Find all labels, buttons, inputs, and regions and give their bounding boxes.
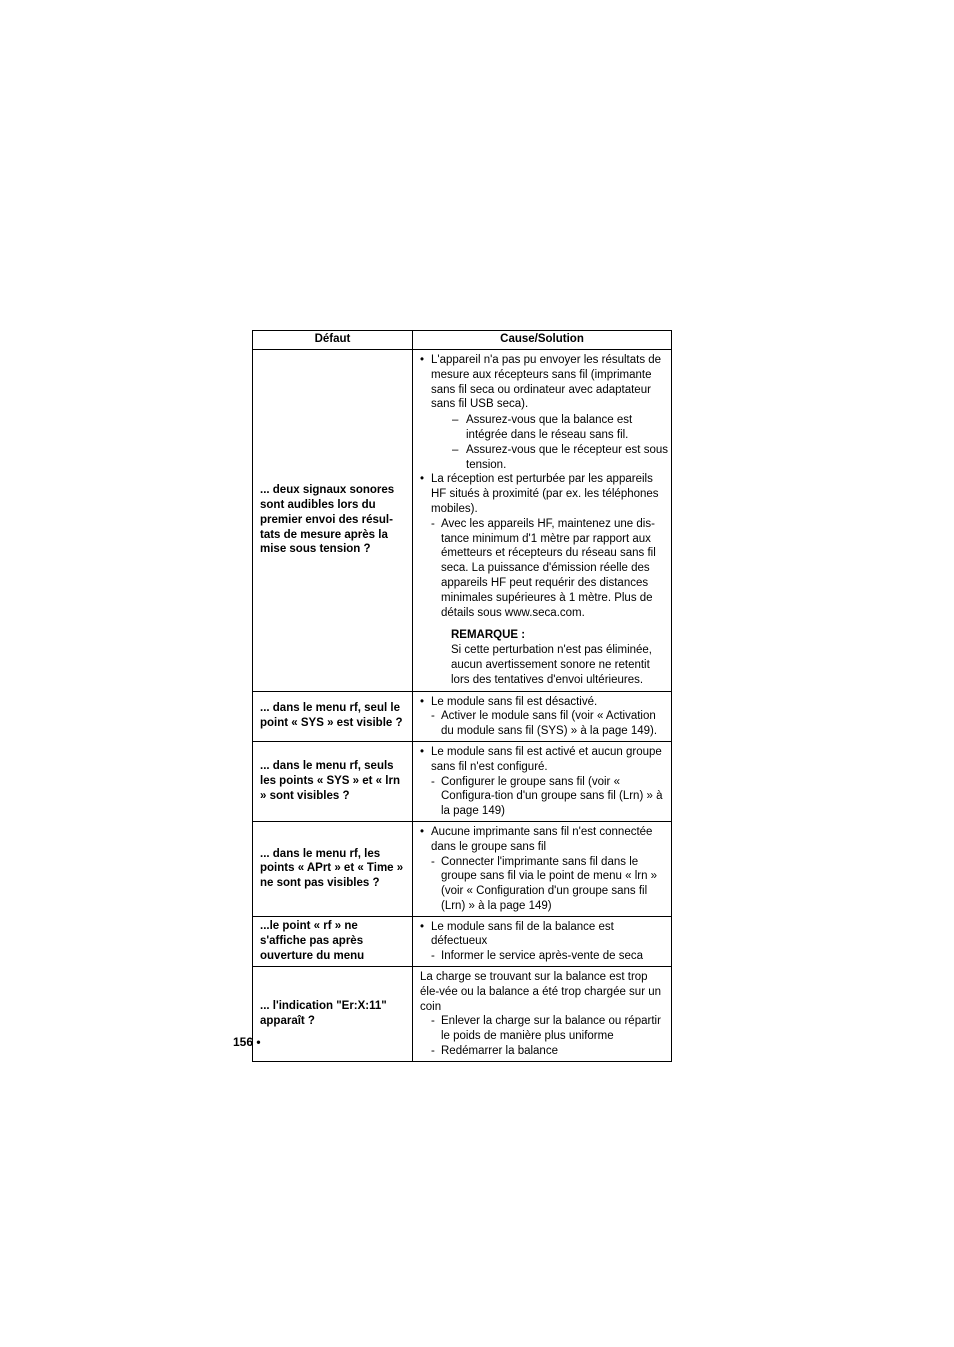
table-row <box>253 741 672 821</box>
cause-cell <box>413 691 672 741</box>
defaut-cell: ... dans le menu rf, seul le point « SYS » est visible ? <box>253 691 413 741</box>
list-item: • Aucune imprimante sans fil n'est connectée dans le groupe sans fil <box>420 825 671 855</box>
list-item: • Le module sans fil de la balance est défectueux <box>420 920 671 950</box>
cause-cell <box>413 916 672 966</box>
page-number: 156 • <box>233 1035 261 1049</box>
defaut-cell: ... dans le menu rf, seuls les points « SYS » et « lrn » sont visibles ? <box>253 741 413 821</box>
defaut-cell: ... deux signaux sonores sont audibles lors du premier envoi des résul-tats de mesure après la mise sous tension ? <box>253 350 413 692</box>
list-item: - Redémarrer la balance <box>420 1044 671 1059</box>
table-header-row <box>253 331 672 350</box>
cause-cell <box>413 350 672 692</box>
list-item: - Connecter l'imprimante sans fil dans le groupe sans fil via le point de menu « lrn » (voir « Configuration d'un groupe sans fil (Lrn) » à la page 149) <box>420 855 671 914</box>
cause-cell <box>413 967 672 1062</box>
defaut-cell: ... l'indication "Er:X:11" apparaît ? <box>253 967 413 1062</box>
defaut-cell: ...le point « rf » ne s'affiche pas après ouverture du menu <box>253 916 413 966</box>
list-item: - Configurer le groupe sans fil (voir « Configura-tion d'un groupe sans fil (Lrn) » à la page 149) <box>420 775 671 819</box>
list-item: • Le module sans fil est activé et aucun groupe sans fil n'est configuré. <box>420 745 671 775</box>
list-item: - Activer le module sans fil (voir « Activation du module sans fil (SYS) » à la page 149). <box>420 709 671 739</box>
list-item: La charge se trouvant sur la balance est trop éle-vée ou la balance a été trop chargée sur un coin <box>420 971 662 1013</box>
table-row <box>253 916 672 966</box>
list-item: - Informer le service après-vente de seca <box>420 949 671 964</box>
list-item: • La réception est perturbée par les appareils HF situés à proximité (par ex. les téléphones mobiles). <box>420 472 671 516</box>
defaut-cell: ... dans le menu rf, les points « APrt » et « Time » ne sont pas visibles ? <box>253 821 413 916</box>
list-item: • L'appareil n'a pas pu envoyer les résultats de mesure aux récepteurs sans fil (imprimante sans fil seca ou ordinateur avec adaptateur sans fil USB seca). <box>420 353 671 412</box>
remark-note <box>420 628 671 688</box>
list-item: • Le module sans fil est désactivé. <box>420 695 671 710</box>
header-cause-solution: Cause/Solution <box>413 331 672 350</box>
table-row <box>253 691 672 741</box>
remark-text: Si cette perturbation n'est pas éliminée, aucun avertissement sonore ne retentit lors des tentatives d'envoi ultérieures. <box>451 644 653 686</box>
list-item: - Avec les appareils HF, maintenez une dis-tance minimum d'1 mètre par rapport aux émetteurs et récepteurs du réseau sans fil seca. La puissance d'émission réelle des appareils HF peut requérir des distances minimales supérieures à 1 mètre. Plus de détails sous www.seca.com. <box>420 517 671 621</box>
list-item: – Assurez-vous que le récepteur est sous tension. <box>420 443 671 473</box>
list-item: – Assurez-vous que la balance est intégrée dans le réseau sans fil. <box>420 413 671 443</box>
table-row <box>253 350 672 692</box>
list-item: - Enlever la charge sur la balance ou répartir le poids de manière plus uniforme <box>420 1014 671 1044</box>
remark-title: REMARQUE : <box>451 629 526 642</box>
table-row <box>253 967 672 1062</box>
cause-cell <box>413 741 672 821</box>
table-row <box>253 821 672 916</box>
troubleshooting-table <box>252 330 672 1062</box>
cause-cell <box>413 821 672 916</box>
header-defaut: Défaut <box>253 331 413 350</box>
